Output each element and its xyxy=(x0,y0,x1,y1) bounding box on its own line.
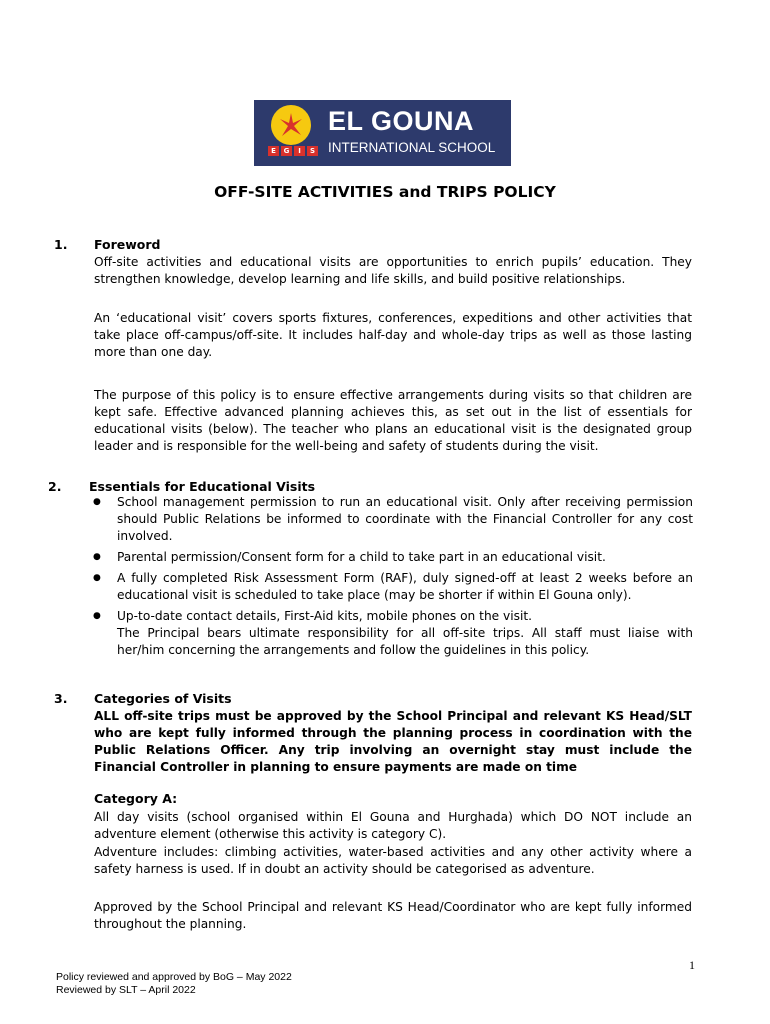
footer-line: Policy reviewed and approved by BoG – May 2022 xyxy=(56,971,292,983)
list-item: ● Up-to-date contact details, First-Aid kits, mobile phones on the visit. xyxy=(89,608,693,625)
school-logo xyxy=(254,100,511,166)
approval-note: ALL off-site trips must be approved by the School Principal and relevant KS Head/SLT who are kept fully informed through the planning process in coordination with the Public Relations Officer. Any trip involving an overnight stay must include the Financial Controller in planning to ensure payments are made on time xyxy=(94,709,692,774)
logo-letters xyxy=(268,146,318,156)
section-heading: Essentials for Educational Visits xyxy=(89,479,316,494)
footer xyxy=(56,971,292,997)
list-item: ● School management permission to run an educational visit. Only after receiving permission should Public Relations be informed to coordinate with the Financial Controller for any cost involved. xyxy=(89,494,693,545)
logo-letter: S xyxy=(307,146,318,156)
logo-subtitle: INTERNATIONAL SCHOOL xyxy=(328,140,496,155)
page-number: 1 xyxy=(689,958,695,972)
section-heading: Categories of Visits xyxy=(94,691,232,706)
paragraph: Off-site activities and educational visits are opportunities to enrich pupils’ education. They strengthen knowledge, develop learning and life skills, and build positive relationships. xyxy=(94,255,692,286)
category-heading: Category A: xyxy=(94,791,178,806)
section-number: 1. xyxy=(54,237,68,252)
paragraph: Adventure includes: climbing activities, water-based activities and any other activity where a safety harness is used. If in doubt an activity should be categorised as adventure. xyxy=(94,845,692,876)
list-item: ● Parental permission/Consent form for a child to take part in an educational visit. xyxy=(89,549,693,566)
logo-letter: G xyxy=(281,146,292,156)
section-number: 3. xyxy=(54,691,68,706)
footer-line: Reviewed by SLT – April 2022 xyxy=(56,984,196,996)
logo-title: EL GOUNA xyxy=(328,106,475,136)
paragraph: All day visits (school organised within El Gouna and Hurghada) which DO NOT include an adventure element (otherwise this activity is category C). xyxy=(94,810,692,841)
list-item: ● A fully completed Risk Assessment Form (RAF), duly signed-off at least 2 weeks before an educational visit is scheduled to take place (may be shorter if within El Gouna only). xyxy=(89,570,693,604)
section-number: 2. xyxy=(48,479,62,494)
document-title: OFF-SITE ACTIVITIES and TRIPS POLICY xyxy=(214,183,556,201)
paragraph: An ‘educational visit’ covers sports fixtures, conferences, expeditions and other activities that take place off-campus/off-site. It includes half-day and whole-day trips as well as those lasting more than one day. xyxy=(94,311,692,359)
logo-emblem xyxy=(271,105,311,145)
paragraph: Approved by the School Principal and relevant KS Head/Coordinator who are kept fully informed throughout the planning. xyxy=(94,900,692,931)
section-heading: Foreword xyxy=(94,237,161,252)
essentials-list xyxy=(89,494,693,629)
star-figure-icon xyxy=(271,105,311,145)
paragraph: The Principal bears ultimate responsibility for all off-site trips. All staff must liaise with her/him concerning the arrangements and follow the guidelines in this policy. xyxy=(117,626,693,657)
logo-letter: I xyxy=(294,146,305,156)
logo-letter: E xyxy=(268,146,279,156)
paragraph: The purpose of this policy is to ensure effective arrangements during visits so that children are kept safe. Effective advanced planning achieves this, as set out in the list of essentials for educational visits (below). The teacher who plans an educational visit is the designated group leader and is responsible for the well-being and safety of students during the visit. xyxy=(94,388,692,453)
